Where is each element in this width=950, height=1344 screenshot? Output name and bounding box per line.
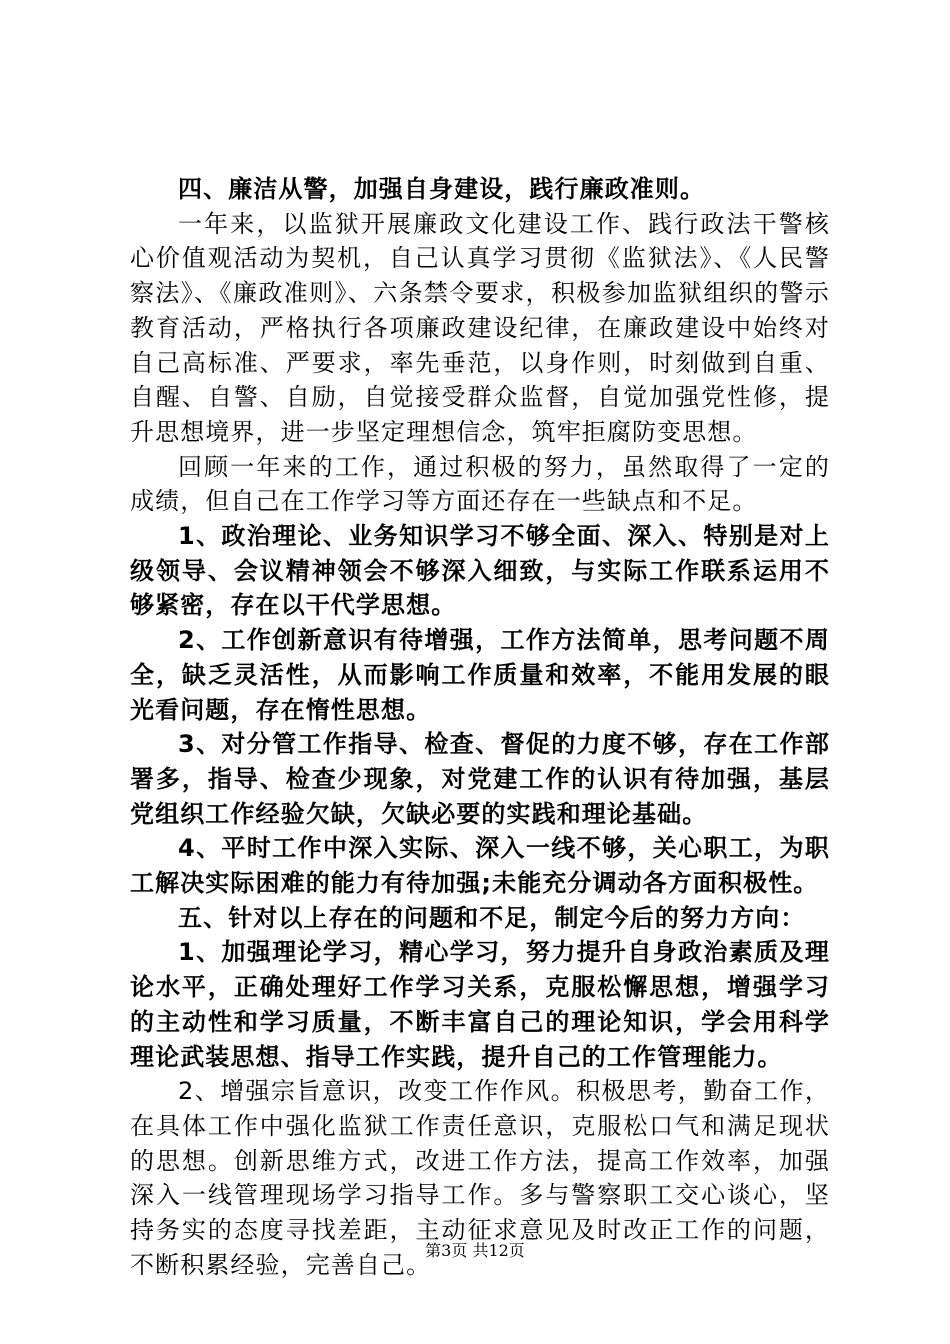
paragraph-shortcoming-1: 1、政治理论、业务知识学习不够全面、深入、特别是对上级领导、会议精神领会不够深入细致，与实际工作联系运用不够紧密，存在以干代学思想。 [130,522,830,620]
paragraph-integrity-summary: 一年来，以监狱开展廉政文化建设工作、践行政法干警核心价值观活动为契机，自己认真学习贯彻《监狱法》、《人民警察法》、《廉政准则》、六条禁令要求，积极参加监狱组织的警示教育活动，严格执行各项廉政建设纪律，在廉政建设中始终对自己高标准、严要求，率先垂范，以身作则，时刻做到自重、自醒、自警、自励，自觉接受群众监督，自觉加强党性修，提升思想境界，进一步坚定理想信念，筑牢拒腐防变思想。 [130,209,830,446]
paragraph-heading-four: 四、廉洁从警，加强自身建设，践行廉政准则。 [178,175,706,203]
paragraph-review: 回顾一年来的工作，通过积极的努力，虽然取得了一定的成绩，但自己在工作学习等方面还存在一些缺点和不足。 [130,452,830,516]
paragraph-heading-five: 五、针对以上存在的问题和不足，制定今后的努力方向： [178,903,806,932]
document-body [130,172,830,1283]
paragraph-shortcoming-2: 2、工作创新意识有待增强，工作方法简单，思考问题不周全，缺乏灵活性，从而影响工作质量和效率，不能用发展的眼光看问题，存在惰性思想。 [130,626,830,724]
paragraph-direction-1: 1、加强理论学习，精心学习，努力提升自身政治素质及理论水平，正确处理好工作学习关系，克服松懈思想，增强学习的主动性和学习质量，不断丰富自己的理论知识，学会用科学理论武装思想、指导工作实践，提升自己的工作管理能力。 [130,938,830,1071]
page-number: 第3页 共12页 [425,1241,525,1260]
paragraph-shortcoming-3: 3、对分管工作指导、检查、督促的力度不够，存在工作部署多，指导、检查少现象，对党建工作的认识有待加强，基层党组织工作经验欠缺，欠缺必要的实践和理论基础。 [130,730,830,828]
paragraph-direction-2: 2、增强宗旨意识，改变工作作风。积极思考，勤奋工作，在具体工作中强化监狱工作责任意识，克服松口气和满足现状的思想。创新思维方式，改进工作方法，提高工作效率，加强深入一线管理现场学习指导工作。多与警察职工交心谈心，坚持务实的态度寻找差距，主动征求意见及时改正工作的问题，不断积累经验，完善自己。 [130,1077,830,1279]
paragraph-shortcoming-4: 4、平时工作中深入实际、深入一线不够，关心职工，为职工解决实际困难的能力有待加强;未能充分调动各方面积极性。 [130,834,830,898]
